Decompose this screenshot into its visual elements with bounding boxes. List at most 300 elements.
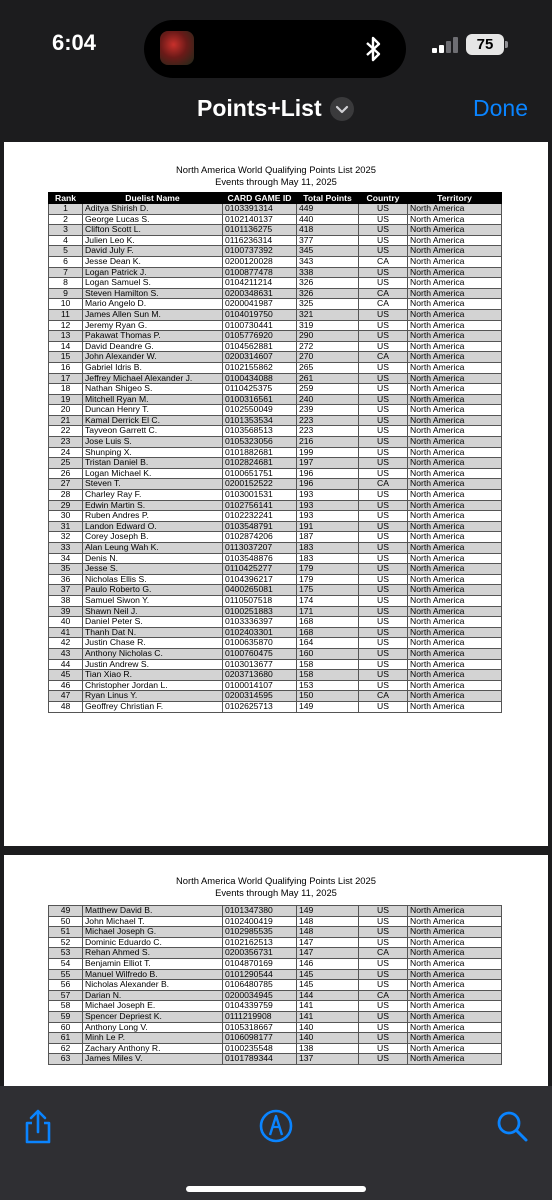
rank-cell: 43 [49,648,83,659]
home-indicator[interactable] [186,1186,366,1192]
search-button[interactable] [492,1106,532,1146]
table-row [49,405,502,416]
points-cell: 193 [297,490,359,501]
rank-cell: 11 [49,309,83,320]
territory-cell: North America [408,990,502,1001]
name-cell: Clifton Scott L. [83,225,223,236]
name-cell: Minh Le P. [83,1033,223,1044]
territory-cell: North America [408,214,502,225]
rank-cell: 29 [49,500,83,511]
territory-cell: North America [408,564,502,575]
name-cell: Mitchell Ryan M. [83,394,223,405]
points-table [48,192,502,713]
rank-cell: 14 [49,341,83,352]
table-row [49,394,502,405]
points-cell: 326 [297,278,359,289]
points-cell: 153 [297,680,359,691]
territory-cell: North America [408,638,502,649]
territory-cell: North America [408,490,502,501]
dynamic-island[interactable] [144,20,406,78]
table-row [49,585,502,596]
card-id-cell: 0200348631 [223,288,297,299]
rank-cell: 37 [49,585,83,596]
name-cell: Jesse Dean K. [83,256,223,267]
territory-cell: North America [408,1033,502,1044]
rank-cell: 49 [49,906,83,917]
card-id-cell: 0100730441 [223,320,297,331]
points-cell: 193 [297,511,359,522]
rank-cell: 20 [49,405,83,416]
card-id-cell: 0105318667 [223,1022,297,1033]
rank-cell: 44 [49,659,83,670]
name-cell: Tian Xiao R. [83,670,223,681]
card-id-cell: 0104339759 [223,1001,297,1012]
name-cell: Paulo Roberto G. [83,585,223,596]
country-cell: US [359,521,408,532]
page-heading-title: North America World Qualifying Points List 2025 [176,164,376,175]
name-cell: Thanh Dat N. [83,627,223,638]
country-cell: US [359,670,408,681]
card-id-cell: 0102550049 [223,405,297,416]
territory-cell: North America [408,299,502,310]
table-row [49,468,502,479]
points-cell: 326 [297,288,359,299]
pdf-page-2[interactable] [4,855,548,1086]
territory-cell: North America [408,511,502,522]
name-cell: Steven T. [83,479,223,490]
rank-cell: 12 [49,320,83,331]
table-row [49,341,502,352]
country-cell: US [359,595,408,606]
card-id-cell: 0200356731 [223,948,297,959]
points-cell: 160 [297,648,359,659]
rank-cell: 30 [49,511,83,522]
name-cell: Michael Joseph E. [83,1001,223,1012]
points-cell: 197 [297,458,359,469]
country-cell: US [359,214,408,225]
card-id-cell: 0102400419 [223,916,297,927]
rank-cell: 4 [49,235,83,246]
name-cell: Pakawat Thomas P. [83,331,223,342]
name-cell: David July F. [83,246,223,257]
rank-cell: 47 [49,691,83,702]
points-cell: 158 [297,670,359,681]
name-cell: Jose Luis S. [83,437,223,448]
territory-cell: North America [408,288,502,299]
rank-cell: 16 [49,362,83,373]
points-cell: 158 [297,659,359,670]
name-cell: Justin Andrew S. [83,659,223,670]
card-id-cell: 0103548791 [223,521,297,532]
territory-cell: North America [408,521,502,532]
battery-tip [505,41,508,48]
name-cell: Samuel Siwon Y. [83,595,223,606]
card-id-cell: 0101290544 [223,969,297,980]
card-id-cell: 0110425277 [223,564,297,575]
points-cell: 239 [297,405,359,416]
points-cell: 171 [297,606,359,617]
country-cell: US [359,267,408,278]
table-row [49,373,502,384]
country-cell: US [359,309,408,320]
territory-cell: North America [408,659,502,670]
status-time: 6:04 [52,30,97,55]
card-id-cell: 0104211214 [223,278,297,289]
chevron-down-icon [330,97,354,121]
name-cell: Logan Samuel S. [83,278,223,289]
name-cell: Jeremy Ryan G. [83,320,223,331]
name-cell: Anthony Nicholas C. [83,648,223,659]
country-cell: US [359,916,408,927]
rank-cell: 59 [49,1011,83,1022]
points-cell: 140 [297,1022,359,1033]
country-cell: US [359,225,408,236]
table-row [49,1001,502,1012]
card-id-cell: 0105776920 [223,331,297,342]
points-cell: 141 [297,1011,359,1022]
country-cell: US [359,394,408,405]
now-playing-artwork-icon [160,31,194,65]
table-row [49,1011,502,1022]
territory-cell: North America [408,468,502,479]
country-cell: CA [359,352,408,363]
territory-cell: North America [408,648,502,659]
points-cell: 343 [297,256,359,267]
card-id-cell: 0101353534 [223,415,297,426]
table-row [49,1022,502,1033]
name-cell: Christopher Jordan L. [83,680,223,691]
territory-cell: North America [408,309,502,320]
country-cell: US [359,458,408,469]
table-row [49,426,502,437]
markup-button[interactable] [256,1106,296,1146]
country-cell: US [359,1001,408,1012]
table-row [49,958,502,969]
table-row [49,331,502,342]
rank-cell: 32 [49,532,83,543]
territory-cell: North America [408,362,502,373]
card-id-cell: 0102874206 [223,532,297,543]
points-cell: 193 [297,500,359,511]
card-id-cell: 0113037207 [223,543,297,554]
rank-cell: 35 [49,564,83,575]
country-cell: US [359,958,408,969]
territory-cell: North America [408,1001,502,1012]
points-cell: 325 [297,299,359,310]
name-cell: Dominic Eduardo C. [83,937,223,948]
share-button[interactable] [18,1106,58,1146]
territory-cell: North America [408,595,502,606]
country-cell: US [359,648,408,659]
rank-cell: 40 [49,617,83,628]
points-cell: 321 [297,309,359,320]
rank-cell: 24 [49,447,83,458]
card-id-cell: 0203713680 [223,670,297,681]
points-cell: 174 [297,595,359,606]
card-id-cell: 0100014107 [223,680,297,691]
card-id-cell: 0103001531 [223,490,297,501]
rank-cell: 55 [49,969,83,980]
card-id-cell: 0100760475 [223,648,297,659]
territory-cell: North America [408,980,502,991]
points-cell: 149 [297,701,359,712]
table-row [49,543,502,554]
points-cell: 145 [297,969,359,980]
name-cell: Benjamin Elliot T. [83,958,223,969]
card-id-cell: 0102756141 [223,500,297,511]
territory-cell: North America [408,627,502,638]
territory-cell: North America [408,204,502,215]
rank-cell: 18 [49,384,83,395]
territory-cell: North America [408,225,502,236]
country-cell: US [359,927,408,938]
territory-cell: North America [408,415,502,426]
name-cell: George Lucas S. [83,214,223,225]
territory-cell: North America [408,256,502,267]
territory-cell: North America [408,352,502,363]
table-row [49,447,502,458]
country-cell: US [359,437,408,448]
points-cell: 272 [297,341,359,352]
name-cell: Michael Joseph G. [83,927,223,938]
territory-cell: North America [408,1054,502,1065]
points-cell: 223 [297,426,359,437]
name-cell: Julien Leo K. [83,235,223,246]
card-id-cell: 0100651751 [223,468,297,479]
points-cell: 150 [297,691,359,702]
table-row [49,458,502,469]
points-cell: 140 [297,1033,359,1044]
country-cell: US [359,585,408,596]
table-row [49,916,502,927]
table-row [49,532,502,543]
card-id-cell: 0116236314 [223,235,297,246]
rank-cell: 26 [49,468,83,479]
table-row [49,246,502,257]
table-row [49,906,502,917]
rank-cell: 39 [49,606,83,617]
points-cell: 270 [297,352,359,363]
markup-icon [256,1106,296,1146]
table-row [49,352,502,363]
col-header-territory: Territory [408,193,502,204]
card-id-cell: 0104019750 [223,309,297,320]
territory-cell: North America [408,320,502,331]
name-cell: Alan Leung Wah K. [83,543,223,554]
points-cell: 440 [297,214,359,225]
points-cell: 175 [297,585,359,596]
name-cell: Gabriel Idris B. [83,362,223,373]
territory-cell: North America [408,331,502,342]
points-cell: 179 [297,574,359,585]
card-id-cell: 0200034945 [223,990,297,1001]
table-row [49,648,502,659]
rank-cell: 61 [49,1033,83,1044]
territory-cell: North America [408,426,502,437]
country-cell: US [359,980,408,991]
name-cell: Duncan Henry T. [83,405,223,416]
country-cell: US [359,204,408,215]
territory-cell: North America [408,447,502,458]
country-cell: US [359,701,408,712]
name-cell: Logan Michael K. [83,468,223,479]
card-id-cell: 0102155862 [223,362,297,373]
done-button[interactable]: Done [473,95,528,121]
col-header-name: Duelist Name [83,193,223,204]
territory-cell: North America [408,937,502,948]
table-body [49,906,502,1065]
card-id-cell: 0106480785 [223,980,297,991]
table-row [49,384,502,395]
name-cell: Shawn Neil J. [83,606,223,617]
country-cell: US [359,627,408,638]
country-cell: US [359,532,408,543]
rank-cell: 54 [49,958,83,969]
country-cell: US [359,341,408,352]
title-menu-button[interactable] [330,97,354,121]
card-id-cell: 0110507518 [223,595,297,606]
table-row [49,948,502,959]
table-row [49,980,502,991]
table-row [49,278,502,289]
rank-cell: 23 [49,437,83,448]
country-cell: US [359,362,408,373]
table-row [49,564,502,575]
territory-cell: North America [408,500,502,511]
points-cell: 216 [297,437,359,448]
rank-cell: 8 [49,278,83,289]
card-id-cell: 0102625713 [223,701,297,712]
card-id-cell: 0100434088 [223,373,297,384]
rank-cell: 60 [49,1022,83,1033]
country-cell: US [359,1033,408,1044]
table-row [49,691,502,702]
card-id-cell: 0200120028 [223,256,297,267]
table-row [49,362,502,373]
card-id-cell: 0110425375 [223,384,297,395]
card-id-cell: 0100635870 [223,638,297,649]
card-id-cell: 0200314607 [223,352,297,363]
name-cell: James Miles V. [83,1054,223,1065]
rank-cell: 1 [49,204,83,215]
table-row [49,235,502,246]
table-row [49,617,502,628]
territory-cell: North America [408,384,502,395]
name-cell: Nicholas Alexander B. [83,980,223,991]
name-cell: Charley Ray F. [83,490,223,501]
card-id-cell: 0101347380 [223,906,297,917]
table-row [49,204,502,215]
card-id-cell: 0106098177 [223,1033,297,1044]
card-id-cell: 0104562881 [223,341,297,352]
points-cell: 290 [297,331,359,342]
points-cell: 141 [297,1001,359,1012]
table-row [49,256,502,267]
rank-cell: 38 [49,595,83,606]
rank-cell: 25 [49,458,83,469]
territory-cell: North America [408,543,502,554]
name-cell: Ruben Andres P. [83,511,223,522]
rank-cell: 33 [49,543,83,554]
name-cell: Rehan Ahmed S. [83,948,223,959]
share-icon [18,1106,58,1146]
card-id-cell: 0102824681 [223,458,297,469]
table-row [49,638,502,649]
card-id-cell: 0200152522 [223,479,297,490]
rank-cell: 52 [49,937,83,948]
rank-cell: 7 [49,267,83,278]
page-heading-subtitle: Events through May 11, 2025 [215,176,337,187]
territory-cell: North America [408,585,502,596]
table-row [49,511,502,522]
territory-cell: North America [408,278,502,289]
country-cell: US [359,447,408,458]
card-id-cell: 0105323056 [223,437,297,448]
name-cell: John Alexander W. [83,352,223,363]
card-id-cell: 0400265081 [223,585,297,596]
card-id-cell: 0103336397 [223,617,297,628]
pdf-page-1[interactable] [4,142,548,846]
status-bar [0,0,552,90]
table-row [49,288,502,299]
rank-cell: 63 [49,1054,83,1065]
points-cell: 144 [297,990,359,1001]
country-cell: CA [359,288,408,299]
points-cell: 137 [297,1054,359,1065]
document-title[interactable]: Points+List [197,95,322,121]
rank-cell: 6 [49,256,83,267]
territory-cell: North America [408,437,502,448]
country-cell: US [359,969,408,980]
card-id-cell: 0100235548 [223,1043,297,1054]
table-row [49,1043,502,1054]
country-cell: US [359,564,408,575]
country-cell: US [359,405,408,416]
country-cell: US [359,468,408,479]
territory-cell: North America [408,1022,502,1033]
table-row [49,927,502,938]
table-row [49,969,502,980]
name-cell: Landon Edward O. [83,521,223,532]
country-cell: US [359,511,408,522]
table-body [49,204,502,713]
card-id-cell: 0100316561 [223,394,297,405]
rank-cell: 62 [49,1043,83,1054]
table-row [49,490,502,501]
table-row [49,990,502,1001]
points-cell: 148 [297,916,359,927]
name-cell: David Deandre G. [83,341,223,352]
country-cell: US [359,320,408,331]
card-id-cell: 0100251883 [223,606,297,617]
rank-cell: 48 [49,701,83,712]
rank-cell: 58 [49,1001,83,1012]
page-heading [4,855,548,899]
points-cell: 449 [297,204,359,215]
table-row [49,670,502,681]
country-cell: US [359,543,408,554]
rank-cell: 36 [49,574,83,585]
territory-cell: North America [408,574,502,585]
name-cell: Nathan Shigeo S. [83,384,223,395]
rank-cell: 13 [49,331,83,342]
country-cell: US [359,617,408,628]
table-row [49,937,502,948]
name-cell: Matthew David B. [83,906,223,917]
page-heading [4,142,548,188]
territory-cell: North America [408,958,502,969]
table-row [49,680,502,691]
